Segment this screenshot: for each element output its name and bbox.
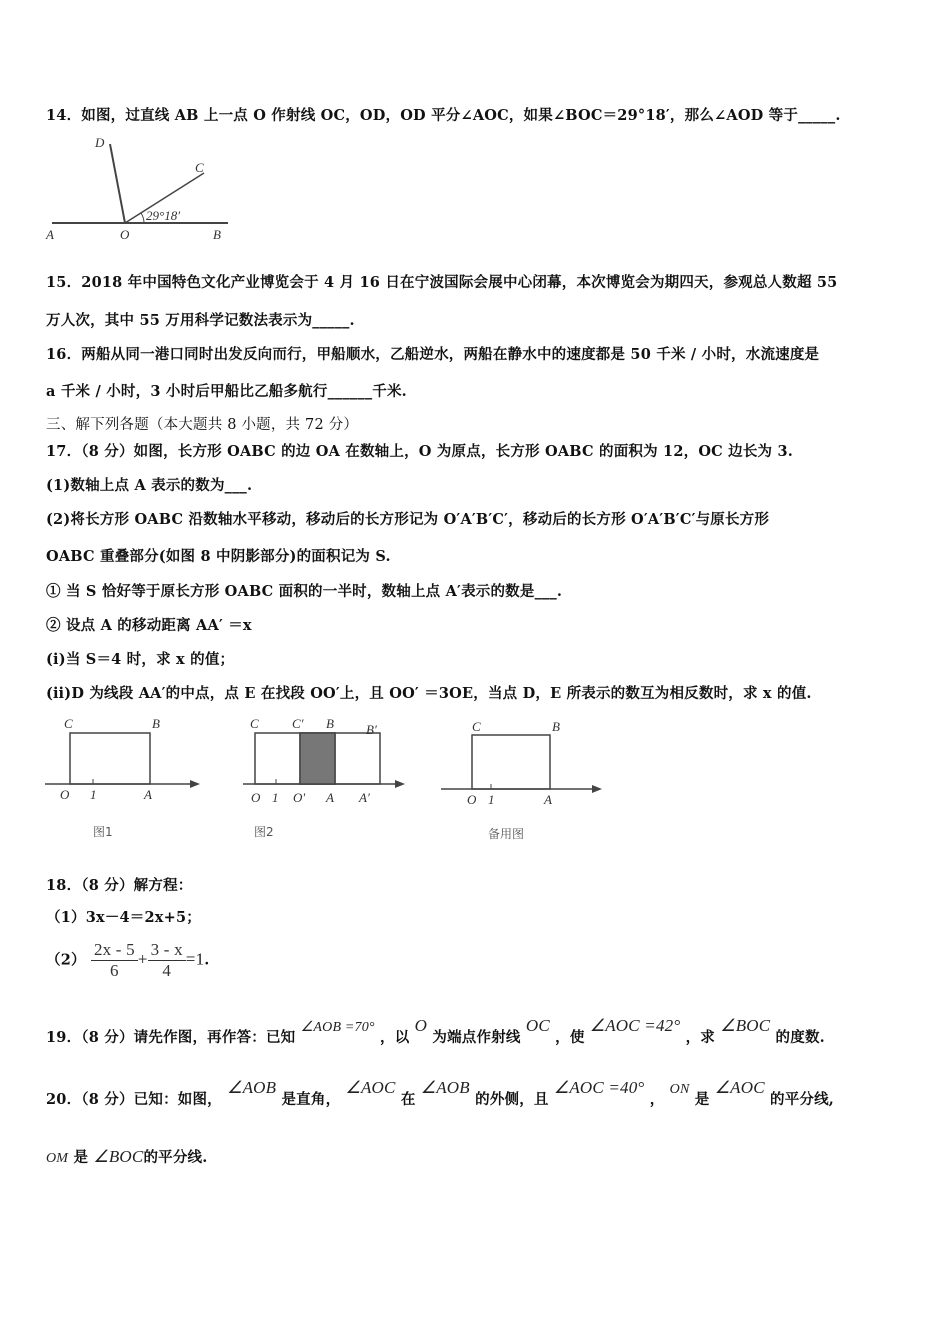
label-O: O: [467, 792, 477, 807]
q16-line1: 16．两船从同一港口同时出发反向而行，甲船顺水，乙船逆水，两船在静水中的速度都是 50 千米 / 小时，水流速度是: [46, 346, 820, 363]
q20-math-angle-aob: ∠AOB: [227, 1078, 277, 1097]
label-A: A: [326, 790, 334, 805]
q20-math-angle-aoc: ∠AOC: [345, 1078, 396, 1097]
q20-part-3: 在: [400, 1091, 416, 1108]
q20-math-on: ON: [669, 1082, 690, 1097]
q20-math-angle-aoc-2: ∠AOC: [714, 1078, 765, 1097]
q20-math-angle-aob-2: ∠AOB: [420, 1078, 470, 1097]
q20-part-5: ，: [649, 1091, 665, 1108]
q20-math-angle-aoc-40: ∠AOC =40°: [553, 1078, 645, 1097]
q19-part-4: ，使: [555, 1029, 585, 1046]
q19-part-1: 19．（8 分）请先作图，再作答：已知: [46, 1029, 296, 1046]
q19-math-oc: OC: [525, 1016, 550, 1035]
q17-line1: 17．（8 分）如图，长方形 OABC 的边 OA 在数轴上，O 为原点，长方形 OABC 的面积为 12，OC 边长为 3.: [46, 443, 794, 460]
label-O-prime: O′: [293, 790, 306, 805]
q17-line3: (2)将长方形 OABC 沿数轴水平移动，移动后的长方形记为 O′A′B′C′，移动后的长方形 O′A′B′C′与原长方形: [46, 511, 770, 528]
q20-math-om: OM: [46, 1151, 69, 1166]
q20-line1: [46, 1078, 835, 1109]
q17-figure-2: [238, 712, 413, 847]
caption: 备用图: [488, 827, 525, 841]
q14-figure: [40, 130, 240, 245]
plus-sign: +: [137, 949, 148, 969]
label-B-prime: B′: [366, 722, 377, 737]
q17-figure-3: [436, 712, 611, 847]
eq2-label: （2）: [46, 951, 86, 969]
q16-line2: a 千米 / 小时，3 小时后甲船比乙船多航行______千米.: [46, 383, 407, 400]
angle-label: 29°18′: [146, 208, 181, 223]
q20-part-4: 的外侧，且: [475, 1091, 549, 1108]
denominator-1: 6: [110, 961, 119, 980]
q19-text: [46, 1016, 825, 1047]
label-C-prime: C′: [292, 716, 304, 731]
q20-part-9: 的平分线.: [143, 1149, 208, 1166]
q17-line4: OABC 重叠部分(如图 8 中阴影部分)的面积记为 S.: [46, 548, 391, 565]
q15-line1: 15．2018 年中国特色文化产业博览会于 4 月 16 日在宁波国际会展中心闭幕，本次博览会为期四天，参观总人数超 55: [46, 274, 838, 291]
caption: 图1: [93, 825, 113, 839]
label-C: C: [250, 716, 259, 731]
q17-line6: ② 设点 A 的移动距离 AA′ ＝x: [46, 617, 252, 634]
label-C: C: [64, 716, 73, 731]
label-B: B: [326, 716, 334, 731]
fraction-2: [148, 940, 186, 981]
q17-figure-1: [40, 712, 210, 847]
label-A: A: [544, 792, 552, 807]
caption: 图2: [254, 825, 274, 839]
q20-math-angle-boc: ∠BOC: [93, 1147, 144, 1166]
label-B: B: [152, 716, 160, 731]
q20-part-1: 20．（8 分）已知：如图，: [46, 1091, 222, 1108]
equals-one: =1: [185, 949, 205, 969]
q19-math-angle-aoc: ∠AOC =42°: [589, 1016, 681, 1035]
denominator-2: 4: [162, 961, 172, 980]
label-1: 1: [488, 792, 495, 807]
q19-math-angle-boc: ∠BOC: [720, 1016, 771, 1035]
q19-part-5: ，求: [685, 1029, 715, 1046]
q20-part-6: 是: [694, 1091, 710, 1108]
q20-part-7: 的平分线,: [770, 1091, 835, 1108]
q17-line5: ① 当 S 恰好等于原长方形 OABC 面积的一半时，数轴上点 A′表示的数是___.: [46, 583, 563, 600]
q20-part-2: 是直角，: [281, 1091, 341, 1108]
label-A-prime: A′: [359, 790, 370, 805]
section-heading: 三、解下列各题（本大题共 8 小题，共 72 分）: [46, 417, 359, 433]
label-B: B: [552, 719, 560, 734]
label-1: 1: [272, 790, 279, 805]
q18-eq2: [46, 940, 210, 981]
numerator-2: 3 - x: [148, 940, 186, 961]
numerator-1: 2x - 5: [91, 940, 138, 961]
q15-line2: 万人次，其中 55 万用科学记数法表示为_____.: [46, 312, 355, 329]
q19-part-2: ，以: [380, 1029, 410, 1046]
q18-title: 18．（8 分）解方程：: [46, 877, 193, 894]
eq2-period: .: [204, 951, 210, 969]
label-C: C: [472, 719, 481, 734]
label-O: O: [251, 790, 261, 805]
label-B: B: [213, 227, 221, 242]
label-O: O: [120, 227, 130, 242]
label-O: O: [60, 787, 70, 802]
q19-math-angle-aob: ∠AOB =70°: [300, 1020, 375, 1035]
q18-eq1: （1）3x－4＝2x+5；: [46, 909, 201, 926]
q20-line2: [46, 1146, 208, 1167]
label-D: D: [95, 135, 105, 150]
q17-line2: (1)数轴上点 A 表示的数为___.: [46, 477, 253, 494]
q19-part-6: 的度数.: [775, 1029, 825, 1046]
label-1: 1: [90, 787, 97, 802]
q17-line7: (ⅰ)当 S＝4 时，求 x 的值；: [46, 651, 235, 668]
label-A: A: [144, 787, 152, 802]
q14-text: 14．如图，过直线 AB 上一点 O 作射线 OC，OD，OD 平分∠AOC，如果∠BOC＝29°18′，那么∠AOD 等于_____.: [46, 107, 841, 124]
q17-line8: (ⅱ)D 为线段 AA′的中点，点 E 在找段 OO′上，且 OO′ ＝3OE，当点 D，E 所表示的数互为相反数时，求 x 的值.: [46, 685, 812, 702]
q19-math-o: O: [414, 1016, 428, 1035]
fraction-1: [91, 940, 138, 981]
q19-part-3: 为端点作射线: [432, 1029, 521, 1046]
label-C: C: [195, 160, 204, 175]
q20-part-8: 是: [73, 1149, 89, 1166]
label-A: A: [46, 227, 54, 242]
